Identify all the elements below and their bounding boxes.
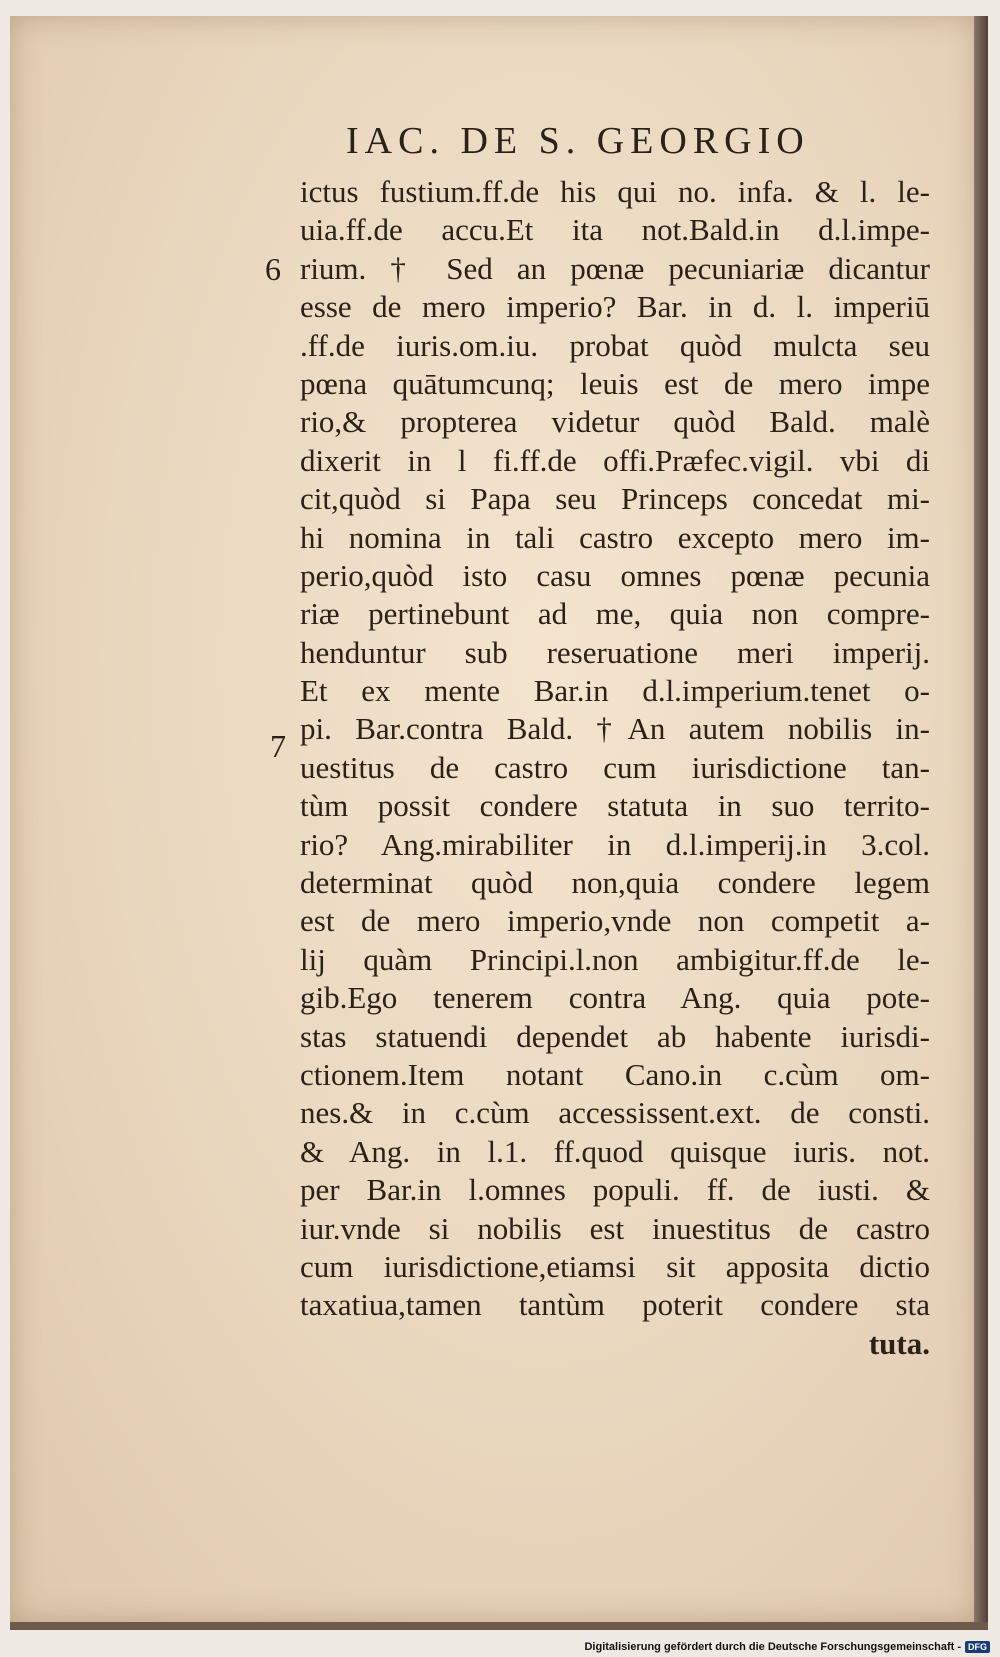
text-line: per Bar.in l.omnes populi. ff. de iusti. & <box>300 1172 930 1208</box>
text-line: perio,quòd isto casu omnes pœnæ pecunia <box>300 557 930 593</box>
text-line: henduntur sub reseruatione meri imperij. <box>300 634 930 670</box>
running-header: IAC. DE S. GEORGIO <box>346 120 810 162</box>
text-line: & Ang. in l.1. ff.quod quisque iuris. not. <box>300 1133 930 1169</box>
credit-text: Digitalisierung gefördert durch die Deutsche Forschungsgemeinschaft - <box>584 1641 961 1653</box>
text-line: Et ex mente Bar.in d.l.imperium.tenet o- <box>300 673 930 709</box>
text-line: hi nomina in tali castro excepto mero im- <box>300 519 930 555</box>
text-line: pi. Bar.contra Bald. †An autem nobilis in- <box>300 711 930 747</box>
text-line: uia.ff.de accu.Et ita not.Bald.in d.l.impe- <box>300 212 930 248</box>
dfg-logo-icon: DFG <box>965 1641 990 1653</box>
text-line: rio,& propterea videtur quòd Bald. malè <box>300 404 930 440</box>
text-line: stas statuendi dependet ab habente iurisdi- <box>300 1018 930 1054</box>
body-text <box>300 173 930 1363</box>
text-line: uestitus de castro cum iurisdictione tan- <box>300 749 930 785</box>
text-line: cum iurisdictione,etiamsi sit apposita dictio <box>300 1248 930 1284</box>
text-line: tùm possit condere statuta in suo territo- <box>300 788 930 824</box>
digitization-credit <box>584 1641 990 1653</box>
text-line: pœna quātumcunq; leuis est de mero impe <box>300 365 930 401</box>
text-line: lij quàm Principi.l.non ambigitur.ff.de le- <box>300 941 930 977</box>
text-line: gib.Ego tenerem contra Ang. quia pote- <box>300 980 930 1016</box>
text-line: rio? Ang.mirabiliter in d.l.imperij.in 3.col. <box>300 826 930 862</box>
margin-note-6: 6 <box>265 251 281 287</box>
text-line: ictus fustium.ff.de his qui no. infa. & l. le- <box>300 174 930 209</box>
text-line: cit,quòd si Papa seu Princeps concedat mi- <box>300 481 930 517</box>
text-line: determinat quòd non,quia condere legem <box>300 865 930 901</box>
text-line: ctionem.Item notant Cano.in c.cùm om- <box>300 1056 930 1092</box>
text-line: iur.vnde si nobilis est inuestitus de castro <box>300 1210 930 1246</box>
text-line: esse de mero imperio? Bar. in d. l. imperiū <box>300 289 930 325</box>
book-page <box>10 16 988 1630</box>
text-line: riæ pertinebunt ad me, quia non compre- <box>300 596 930 632</box>
text-line: est de mero imperio,vnde non competit a- <box>300 903 930 939</box>
catchword: tuta. <box>868 1325 930 1361</box>
text-line: rium. † Sed an pœnæ pecuniariæ dicantur <box>300 250 930 286</box>
text-line: .ff.de iuris.om.iu. probat quòd mulcta seu <box>300 327 930 363</box>
text-line: taxatiua,tamen tantùm poterit condere sta <box>300 1287 930 1323</box>
text-line: nes.& in c.cùm accessissent.ext. de consti. <box>300 1095 930 1131</box>
text-line: dixerit in l fi.ff.de offi.Præfec.vigil. vbi di <box>300 442 930 478</box>
margin-note-7: 7 <box>270 728 286 764</box>
